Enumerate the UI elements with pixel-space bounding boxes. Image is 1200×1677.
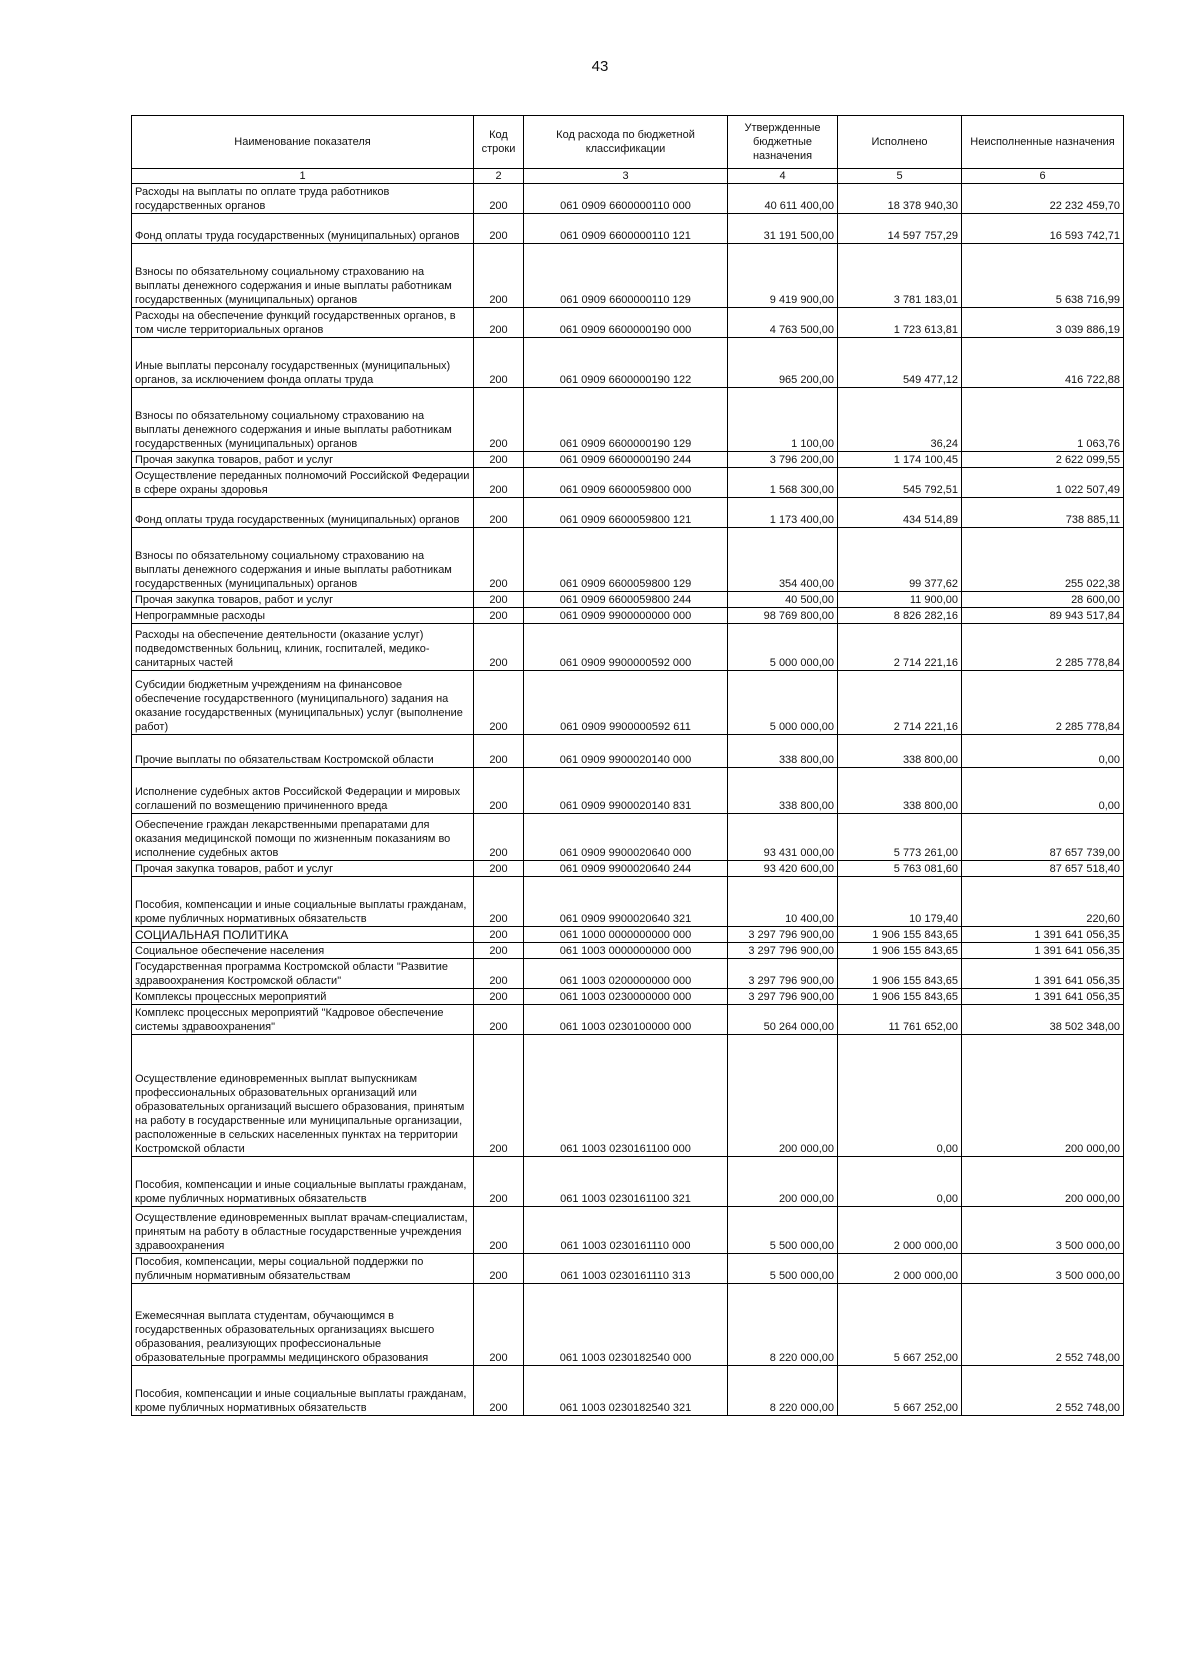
approved-amount-cell: 93 420 600,00 [728, 861, 838, 877]
page-number: 43 [591, 58, 609, 75]
table-row [132, 768, 1124, 814]
unexecuted-amount-cell: 22 232 459,70 [962, 184, 1124, 214]
budget-code-cell: 061 0909 9900020640 000 [524, 814, 728, 861]
budget-code-cell: 061 1003 0200000000 000 [524, 959, 728, 989]
indicator-name-cell: Расходы на выплаты по оплате труда работников государственных органов [132, 184, 474, 214]
table-header-row [132, 116, 1124, 169]
unexecuted-amount-cell: 3 500 000,00 [962, 1207, 1124, 1254]
unexecuted-amount-cell: 1 391 641 056,35 [962, 959, 1124, 989]
executed-amount-cell: 1 906 155 843,65 [838, 927, 962, 943]
approved-amount-cell: 1 568 300,00 [728, 468, 838, 498]
line-code-cell: 200 [474, 338, 524, 388]
line-code-cell: 200 [474, 528, 524, 592]
table-row [132, 498, 1124, 528]
line-code-cell: 200 [474, 1005, 524, 1035]
table-row [132, 1366, 1124, 1416]
column-number: 2 [474, 169, 524, 184]
table-body [132, 184, 1124, 1416]
indicator-name-cell: Фонд оплаты труда государственных (муниципальных) органов [132, 498, 474, 528]
line-code-cell: 200 [474, 592, 524, 608]
table-row [132, 877, 1124, 927]
table-row [132, 452, 1124, 468]
budget-code-cell: 061 1003 0230182540 000 [524, 1284, 728, 1366]
budget-code-cell: 061 0909 6600000190 129 [524, 388, 728, 452]
executed-amount-cell: 2 000 000,00 [838, 1207, 962, 1254]
approved-amount-cell: 5 500 000,00 [728, 1207, 838, 1254]
header-indicator-name: Наименование показателя [132, 116, 474, 169]
header-budget-classification: Код расхода по бюджетной классификации [524, 116, 728, 169]
unexecuted-amount-cell: 255 022,38 [962, 528, 1124, 592]
unexecuted-amount-cell: 1 022 507,49 [962, 468, 1124, 498]
budget-code-cell: 061 0909 6600000190 000 [524, 308, 728, 338]
line-code-cell: 200 [474, 452, 524, 468]
table-row [132, 861, 1124, 877]
indicator-name-cell: Взносы по обязательному социальному страхованию на выплаты денежного содержания и иные выплаты работникам государственных (муниципальных) органов [132, 244, 474, 308]
line-code-cell: 200 [474, 468, 524, 498]
approved-amount-cell: 31 191 500,00 [728, 214, 838, 244]
approved-amount-cell: 40 500,00 [728, 592, 838, 608]
column-number: 3 [524, 169, 728, 184]
line-code-cell: 200 [474, 877, 524, 927]
unexecuted-amount-cell: 3 039 886,19 [962, 308, 1124, 338]
line-code-cell: 200 [474, 959, 524, 989]
executed-amount-cell: 10 179,40 [838, 877, 962, 927]
budget-code-cell: 061 0909 6600000110 121 [524, 214, 728, 244]
budget-code-cell: 061 0909 6600000110 129 [524, 244, 728, 308]
line-code-cell: 200 [474, 1157, 524, 1207]
table-row [132, 989, 1124, 1005]
indicator-name-cell: СОЦИАЛЬНАЯ ПОЛИТИКА [132, 927, 474, 943]
executed-amount-cell: 11 900,00 [838, 592, 962, 608]
unexecuted-amount-cell: 738 885,11 [962, 498, 1124, 528]
line-code-cell: 200 [474, 608, 524, 624]
line-code-cell: 200 [474, 1284, 524, 1366]
executed-amount-cell: 36,24 [838, 388, 962, 452]
budget-code-cell: 061 0909 9900000592 611 [524, 671, 728, 735]
column-number: 4 [728, 169, 838, 184]
approved-amount-cell: 5 000 000,00 [728, 624, 838, 671]
unexecuted-amount-cell: 0,00 [962, 768, 1124, 814]
approved-amount-cell: 338 800,00 [728, 735, 838, 768]
unexecuted-amount-cell: 2 552 748,00 [962, 1366, 1124, 1416]
indicator-name-cell: Государственная программа Костромской области "Развитие здравоохранения Костромской области" [132, 959, 474, 989]
unexecuted-amount-cell: 1 391 641 056,35 [962, 927, 1124, 943]
approved-amount-cell: 5 000 000,00 [728, 671, 838, 735]
approved-amount-cell: 93 431 000,00 [728, 814, 838, 861]
executed-amount-cell: 1 906 155 843,65 [838, 989, 962, 1005]
executed-amount-cell: 5 763 081,60 [838, 861, 962, 877]
budget-code-cell: 061 0909 6600059800 000 [524, 468, 728, 498]
indicator-name-cell: Взносы по обязательному социальному страхованию на выплаты денежного содержания и иные выплаты работникам государственных (муниципальных) органов [132, 388, 474, 452]
budget-code-cell: 061 0909 6600000190 244 [524, 452, 728, 468]
budget-code-cell: 061 0909 9900020640 244 [524, 861, 728, 877]
executed-amount-cell: 2 714 221,16 [838, 624, 962, 671]
executed-amount-cell: 545 792,51 [838, 468, 962, 498]
unexecuted-amount-cell: 1 063,76 [962, 388, 1124, 452]
indicator-name-cell: Пособия, компенсации, меры социальной поддержки по публичным нормативным обязательствам [132, 1254, 474, 1284]
executed-amount-cell: 2 714 221,16 [838, 671, 962, 735]
table-row [132, 214, 1124, 244]
approved-amount-cell: 50 264 000,00 [728, 1005, 838, 1035]
indicator-name-cell: Исполнение судебных актов Российской Федерации и мировых соглашений по возмещению причиненного вреда [132, 768, 474, 814]
unexecuted-amount-cell: 16 593 742,71 [962, 214, 1124, 244]
header-line-code: Код строки [474, 116, 524, 169]
approved-amount-cell: 3 297 796 900,00 [728, 989, 838, 1005]
indicator-name-cell: Социальное обеспечение населения [132, 943, 474, 959]
budget-code-cell: 061 1003 0230161100 000 [524, 1035, 728, 1157]
table-row [132, 943, 1124, 959]
executed-amount-cell: 1 723 613,81 [838, 308, 962, 338]
approved-amount-cell: 200 000,00 [728, 1035, 838, 1157]
approved-amount-cell: 10 400,00 [728, 877, 838, 927]
line-code-cell: 200 [474, 308, 524, 338]
approved-amount-cell: 1 173 400,00 [728, 498, 838, 528]
table-row [132, 528, 1124, 592]
table-row [132, 1035, 1124, 1157]
budget-code-cell: 061 0909 6600000190 122 [524, 338, 728, 388]
approved-amount-cell: 3 297 796 900,00 [728, 959, 838, 989]
budget-code-cell: 061 0909 9900020140 831 [524, 768, 728, 814]
indicator-name-cell: Прочие выплаты по обязательствам Костромской области [132, 735, 474, 768]
indicator-name-cell: Прочая закупка товаров, работ и услуг [132, 452, 474, 468]
budget-code-cell: 061 1003 0230182540 321 [524, 1366, 728, 1416]
unexecuted-amount-cell: 28 600,00 [962, 592, 1124, 608]
line-code-cell: 200 [474, 814, 524, 861]
budget-code-cell: 061 0909 9900000000 000 [524, 608, 728, 624]
executed-amount-cell: 0,00 [838, 1157, 962, 1207]
unexecuted-amount-cell: 2 285 778,84 [962, 624, 1124, 671]
indicator-name-cell: Расходы на обеспечение деятельности (оказание услуг) подведомственных больниц, клиник, госпиталей, медико-санитарных частей [132, 624, 474, 671]
executed-amount-cell: 3 781 183,01 [838, 244, 962, 308]
table-row [132, 388, 1124, 452]
column-number: 6 [962, 169, 1124, 184]
line-code-cell: 200 [474, 1254, 524, 1284]
budget-code-cell: 061 1003 0230000000 000 [524, 989, 728, 1005]
table-row [132, 927, 1124, 943]
unexecuted-amount-cell: 38 502 348,00 [962, 1005, 1124, 1035]
executed-amount-cell: 1 906 155 843,65 [838, 959, 962, 989]
table-row [132, 959, 1124, 989]
executed-amount-cell: 1 174 100,45 [838, 452, 962, 468]
executed-amount-cell: 2 000 000,00 [838, 1254, 962, 1284]
approved-amount-cell: 8 220 000,00 [728, 1284, 838, 1366]
line-code-cell: 200 [474, 1366, 524, 1416]
table-row [132, 1005, 1124, 1035]
indicator-name-cell: Комплекс процессных мероприятий "Кадровое обеспечение системы здравоохранения" [132, 1005, 474, 1035]
unexecuted-amount-cell: 3 500 000,00 [962, 1254, 1124, 1284]
executed-amount-cell: 338 800,00 [838, 768, 962, 814]
table-row [132, 244, 1124, 308]
budget-code-cell: 061 1000 0000000000 000 [524, 927, 728, 943]
executed-amount-cell: 0,00 [838, 1035, 962, 1157]
budget-code-cell: 061 0909 6600059800 129 [524, 528, 728, 592]
line-code-cell: 200 [474, 927, 524, 943]
approved-amount-cell: 40 611 400,00 [728, 184, 838, 214]
executed-amount-cell: 434 514,89 [838, 498, 962, 528]
executed-amount-cell: 14 597 757,29 [838, 214, 962, 244]
unexecuted-amount-cell: 200 000,00 [962, 1035, 1124, 1157]
unexecuted-amount-cell: 2 622 099,55 [962, 452, 1124, 468]
column-number-row [132, 169, 1124, 184]
indicator-name-cell: Иные выплаты персоналу государственных (муниципальных) органов, за исключением фонда оплаты труда [132, 338, 474, 388]
table-row [132, 1254, 1124, 1284]
unexecuted-amount-cell: 1 391 641 056,35 [962, 989, 1124, 1005]
table-row [132, 1157, 1124, 1207]
executed-amount-cell: 8 826 282,16 [838, 608, 962, 624]
indicator-name-cell: Прочая закупка товаров, работ и услуг [132, 592, 474, 608]
budget-code-cell: 061 0909 9900020140 000 [524, 735, 728, 768]
line-code-cell: 200 [474, 244, 524, 308]
approved-amount-cell: 8 220 000,00 [728, 1366, 838, 1416]
executed-amount-cell: 549 477,12 [838, 338, 962, 388]
unexecuted-amount-cell: 87 657 739,00 [962, 814, 1124, 861]
table-row [132, 308, 1124, 338]
executed-amount-cell: 338 800,00 [838, 735, 962, 768]
executed-amount-cell: 11 761 652,00 [838, 1005, 962, 1035]
budget-code-cell: 061 0909 6600000110 000 [524, 184, 728, 214]
approved-amount-cell: 3 297 796 900,00 [728, 927, 838, 943]
column-number: 5 [838, 169, 962, 184]
indicator-name-cell: Комплексы процессных мероприятий [132, 989, 474, 1005]
table-row [132, 624, 1124, 671]
column-number: 1 [132, 169, 474, 184]
unexecuted-amount-cell: 416 722,88 [962, 338, 1124, 388]
line-code-cell: 200 [474, 388, 524, 452]
table-row [132, 608, 1124, 624]
executed-amount-cell: 5 667 252,00 [838, 1366, 962, 1416]
indicator-name-cell: Фонд оплаты труда государственных (муниципальных) органов [132, 214, 474, 244]
executed-amount-cell: 99 377,62 [838, 528, 962, 592]
unexecuted-amount-cell: 2 552 748,00 [962, 1284, 1124, 1366]
indicator-name-cell: Пособия, компенсации и иные социальные выплаты гражданам, кроме публичных нормативных обязательств [132, 1157, 474, 1207]
executed-amount-cell: 5 773 261,00 [838, 814, 962, 861]
table-row [132, 1284, 1124, 1366]
executed-amount-cell: 18 378 940,30 [838, 184, 962, 214]
budget-code-cell: 061 0909 9900020640 321 [524, 877, 728, 927]
line-code-cell: 200 [474, 624, 524, 671]
table-row [132, 814, 1124, 861]
approved-amount-cell: 3 297 796 900,00 [728, 943, 838, 959]
executed-amount-cell: 1 906 155 843,65 [838, 943, 962, 959]
table-row [132, 671, 1124, 735]
budget-code-cell: 061 0909 6600059800 121 [524, 498, 728, 528]
budget-code-cell: 061 1003 0230100000 000 [524, 1005, 728, 1035]
approved-amount-cell: 200 000,00 [728, 1157, 838, 1207]
approved-amount-cell: 354 400,00 [728, 528, 838, 592]
indicator-name-cell: Осуществление единовременных выплат врачам-специалистам, принятым на работу в областные государственные учреждения здравоохранения [132, 1207, 474, 1254]
table-row [132, 468, 1124, 498]
line-code-cell: 200 [474, 184, 524, 214]
line-code-cell: 200 [474, 1035, 524, 1157]
line-code-cell: 200 [474, 214, 524, 244]
approved-amount-cell: 1 100,00 [728, 388, 838, 452]
line-code-cell: 200 [474, 1207, 524, 1254]
line-code-cell: 200 [474, 861, 524, 877]
approved-amount-cell: 3 796 200,00 [728, 452, 838, 468]
line-code-cell: 200 [474, 989, 524, 1005]
approved-amount-cell: 338 800,00 [728, 768, 838, 814]
indicator-name-cell: Пособия, компенсации и иные социальные выплаты гражданам, кроме публичных нормативных обязательств [132, 877, 474, 927]
indicator-name-cell: Непрограммные расходы [132, 608, 474, 624]
line-code-cell: 200 [474, 768, 524, 814]
approved-amount-cell: 5 500 000,00 [728, 1254, 838, 1284]
indicator-name-cell: Ежемесячная выплата студентам, обучающимся в государственных образовательных организациях высшего образования, реализующих профессиональные образовательные программы медицинского образования [132, 1284, 474, 1366]
unexecuted-amount-cell: 0,00 [962, 735, 1124, 768]
unexecuted-amount-cell: 200 000,00 [962, 1157, 1124, 1207]
header-unexecuted: Неисполненные назначения [962, 116, 1124, 169]
table-row [132, 1207, 1124, 1254]
unexecuted-amount-cell: 220,60 [962, 877, 1124, 927]
budget-execution-table [131, 115, 1124, 1416]
line-code-cell: 200 [474, 735, 524, 768]
indicator-name-cell: Пособия, компенсации и иные социальные выплаты гражданам, кроме публичных нормативных обязательств [132, 1366, 474, 1416]
header-executed: Исполнено [838, 116, 962, 169]
unexecuted-amount-cell: 87 657 518,40 [962, 861, 1124, 877]
indicator-name-cell: Обеспечение граждан лекарственными препаратами для оказания медицинской помощи по жизненным показаниям во исполнение судебных актов [132, 814, 474, 861]
approved-amount-cell: 98 769 800,00 [728, 608, 838, 624]
header-approved: Утвержденные бюджетные назначения [728, 116, 838, 169]
unexecuted-amount-cell: 2 285 778,84 [962, 671, 1124, 735]
table-row [132, 735, 1124, 768]
approved-amount-cell: 9 419 900,00 [728, 244, 838, 308]
unexecuted-amount-cell: 1 391 641 056,35 [962, 943, 1124, 959]
budget-code-cell: 061 1003 0230161100 321 [524, 1157, 728, 1207]
budget-code-cell: 061 0909 9900000592 000 [524, 624, 728, 671]
budget-code-cell: 061 0909 6600059800 244 [524, 592, 728, 608]
unexecuted-amount-cell: 89 943 517,84 [962, 608, 1124, 624]
table-row [132, 338, 1124, 388]
budget-code-cell: 061 1003 0230161110 313 [524, 1254, 728, 1284]
table-row [132, 592, 1124, 608]
indicator-name-cell: Субсидии бюджетным учреждениям на финансовое обеспечение государственного (муниципального) задания на оказание государственных (муниципальных) услуг (выполнение работ) [132, 671, 474, 735]
budget-code-cell: 061 1003 0000000000 000 [524, 943, 728, 959]
approved-amount-cell: 4 763 500,00 [728, 308, 838, 338]
indicator-name-cell: Расходы на обеспечение функций государственных органов, в том числе территориальных органов [132, 308, 474, 338]
approved-amount-cell: 965 200,00 [728, 338, 838, 388]
unexecuted-amount-cell: 5 638 716,99 [962, 244, 1124, 308]
indicator-name-cell: Взносы по обязательному социальному страхованию на выплаты денежного содержания и иные выплаты работникам государственных (муниципальных) органов [132, 528, 474, 592]
indicator-name-cell: Прочая закупка товаров, работ и услуг [132, 861, 474, 877]
line-code-cell: 200 [474, 943, 524, 959]
indicator-name-cell: Осуществление переданных полномочий Российской Федерации в сфере охраны здоровья [132, 468, 474, 498]
executed-amount-cell: 5 667 252,00 [838, 1284, 962, 1366]
table-row [132, 184, 1124, 214]
indicator-name-cell: Осуществление единовременных выплат выпускникам профессиональных образовательных организаций или образовательных организаций высшего образования, принятым на работу в государственные или муниципальные организации, расположенные в сельских населенных пунктах на территории Костромской области [132, 1035, 474, 1157]
line-code-cell: 200 [474, 671, 524, 735]
budget-code-cell: 061 1003 0230161110 000 [524, 1207, 728, 1254]
line-code-cell: 200 [474, 498, 524, 528]
